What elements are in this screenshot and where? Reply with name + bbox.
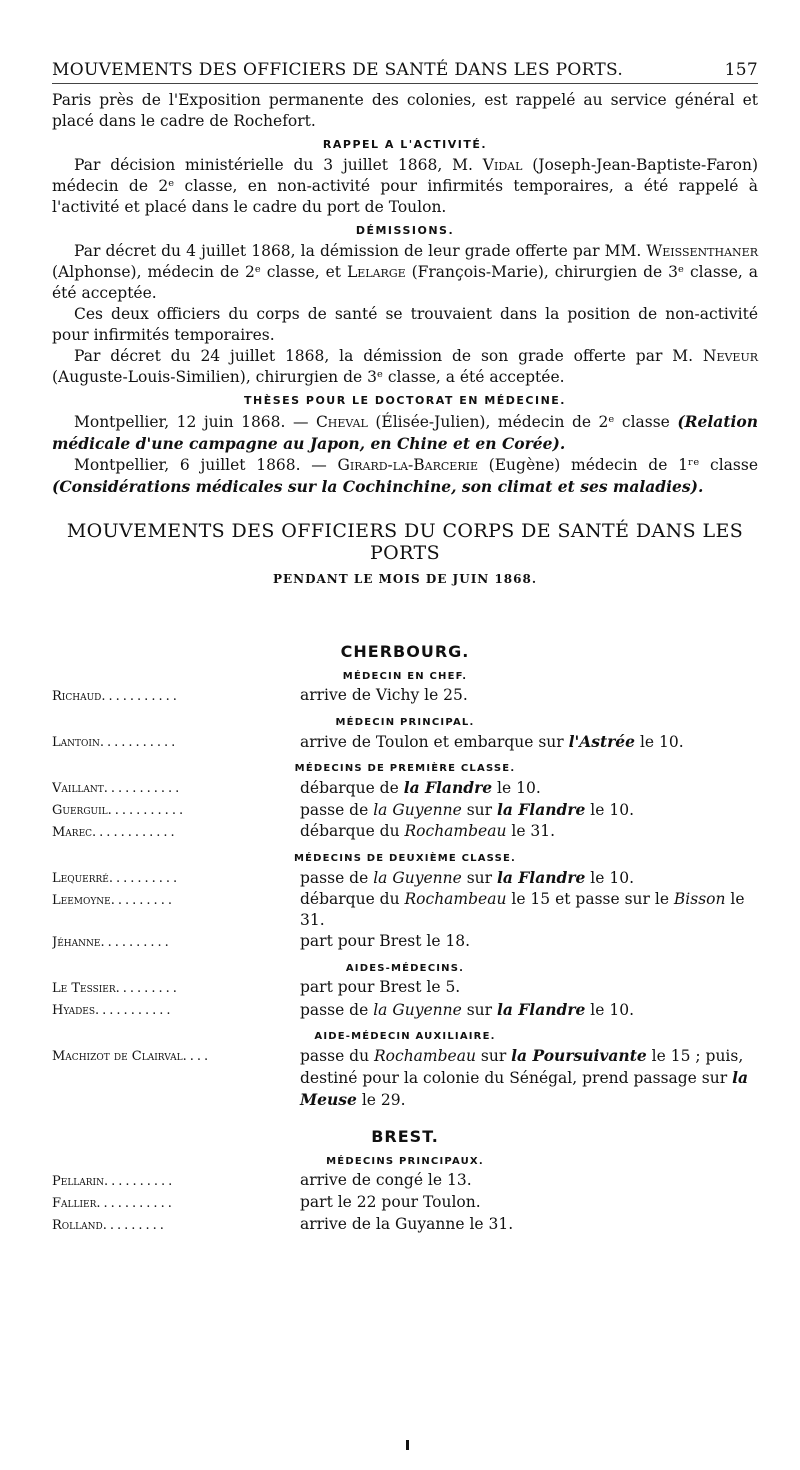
demissions-paragraph-2: Ces deux officiers du corps de santé se trouvaient dans la position de non-activité pour infirmités temporaires.	[52, 305, 758, 344]
page-mark	[406, 1440, 409, 1450]
running-header	[52, 60, 758, 84]
these-entry-2: Montpellier, 6 juillet 1868. — Girard-la-Barcerie (Eugène) médecin de 1ʳᵉ classe (Considérations médicales sur la Cochinchine, son climat et ses maladies).	[52, 456, 758, 496]
role-heading: MÉDECIN PRINCIPAL.	[335, 717, 475, 728]
section-title: MOUVEMENTS DES OFFICIERS DU CORPS DE SANTÉ DANS LES PORTS	[66, 520, 744, 564]
document-page	[52, 60, 758, 1236]
list-item: Marec............ débarque du Rochambeau le 31.	[52, 822, 556, 840]
page-number: 157	[724, 60, 758, 80]
list-item: Rolland......... arrive de la Guyanne le 31.	[52, 1215, 514, 1233]
role-heading: MÉDECINS PRINCIPAUX.	[326, 1156, 484, 1167]
these-entry-1: Montpellier, 12 juin 1868. — Cheval (Élisée-Julien), médecin de 2ᵉ classe (Relation médicale d'une campagne au Japon, en Chine et en Corée).	[52, 412, 759, 453]
list-item: Fallier........... part le 22 pour Toulon.	[52, 1193, 481, 1211]
role-heading: MÉDECINS DE DEUXIÈME CLASSE.	[293, 853, 517, 864]
demissions-paragraph-1: Par décret du 4 juillet 1868, la démission de leur grade offerte par MM. Weissenthaner (Alphonse), médecin de 2ᵉ classe, et Lelarge (François-Marie), chirurgien de 3ᵉ classe, a été acceptée.	[52, 242, 759, 302]
list-item: Machizot de Clairval.... passe du Rochambeau sur la Poursuivante le 15 ; puis, destiné pour la colonie du Sénégal, prend passage sur la Meuse le 29.	[52, 1046, 748, 1109]
list-item: Hyades........... passe de la Guyenne sur la Flandre le 10.	[52, 1000, 635, 1019]
list-item: Pellarin.......... arrive de congé le 13.	[52, 1171, 472, 1189]
city-heading-brest: BREST.	[371, 1127, 439, 1146]
list-item: Jéhanne.......... part pour Brest le 18.	[52, 932, 471, 950]
role-heading: MÉDECIN EN CHEF.	[342, 671, 468, 682]
rappel-paragraph: Par décision ministérielle du 3 juillet 1868, M. Vidal (Joseph-Jean-Baptiste-Faron) médecin de 2ᵉ classe, en non-activité pour infirmités temporaires, a été rappelé à l'activité et placé dans le cadre du port de Toulon.	[52, 156, 759, 216]
intro-paragraph: Paris près de l'Exposition permanente des colonies, est rappelé au service général et placé dans le cadre de Rochefort.	[52, 91, 758, 130]
list-item: Leemoyne......... débarque du Rochambeau le 15 et passe sur le Bisson le 31.	[52, 890, 745, 929]
list-item: Vaillant........... débarque de la Flandre le 10.	[52, 778, 541, 797]
role-heading: AIDE-MÉDECIN AUXILIAIRE.	[314, 1031, 496, 1042]
list-item: Guerguil........... passe de la Guyenne sur la Flandre le 10.	[52, 800, 635, 819]
theses-heading: THÈSES POUR LE DOCTORAT EN MÉDECINE.	[243, 394, 566, 407]
role-heading: MÉDECINS DE PREMIÈRE CLASSE.	[294, 763, 516, 774]
running-title: MOUVEMENTS DES OFFICIERS DE SANTÉ DANS LES PORTS.	[52, 60, 624, 80]
list-item: Richaud........... arrive de Vichy le 25.	[52, 686, 468, 704]
list-item: Le Tessier......... part pour Brest le 5.	[52, 978, 461, 996]
section-subtitle: PENDANT LE MOIS DE JUIN 1868.	[272, 572, 538, 586]
rappel-heading: RAPPEL A L'ACTIVITÉ.	[322, 138, 488, 151]
city-heading-cherbourg: CHERBOURG.	[340, 642, 470, 661]
list-item: Lequerré.......... passe de la Guyenne sur la Flandre le 10.	[52, 868, 635, 887]
list-item: Lantoin........... arrive de Toulon et embarque sur l'Astrée le 10.	[52, 732, 684, 751]
demissions-heading: DÉMISSIONS.	[355, 224, 455, 237]
role-heading: AIDES-MÉDECINS.	[345, 963, 465, 974]
demissions-paragraph-3: Par décret du 24 juillet 1868, la démission de son grade offerte par M. Neveur (Auguste-Louis-Similien), chirurgien de 3ᵉ classe, a été acceptée.	[52, 347, 758, 386]
